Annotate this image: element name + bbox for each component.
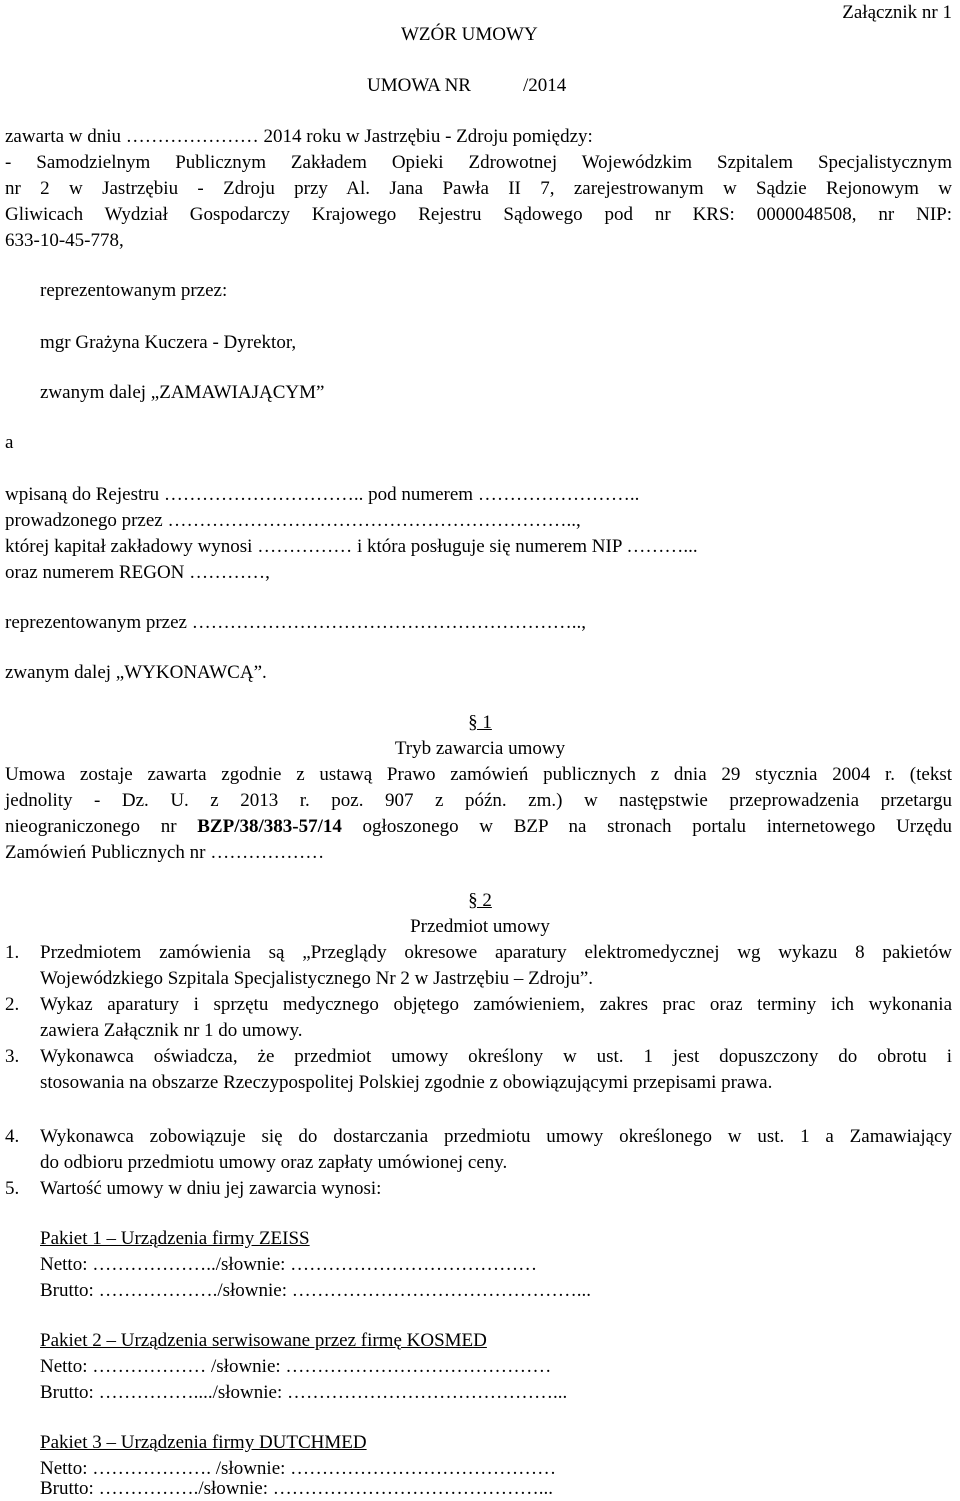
represented-label: reprezentowanym przez: <box>40 280 228 301</box>
party1-line: 633-10-45-778, <box>5 230 124 251</box>
package-brutto: Brutto: ……………..../słownie: ……………………………………... <box>40 1382 568 1403</box>
item-text: Wojewódzkiego Szpitala Specjalistycznego Nr 2 w Jastrzębiu – Zdroju”. <box>40 968 594 989</box>
section1-line: jednolity - Dz. U. z 2013 r. poz. 907 z późn. zm.) w następstwie przeprowadzenia przetargu <box>5 790 952 811</box>
package-brutto: Brutto: ………………./słownie: ………………………………………... <box>40 1280 591 1301</box>
section2-title: Przedmiot umowy <box>410 916 550 937</box>
item-number: 4. <box>5 1126 20 1147</box>
section2-mark <box>0 890 960 913</box>
section1-mark <box>0 712 960 735</box>
contractor-line: prowadzonego przez ……………………………………………………….., <box>5 510 581 531</box>
contract-intro: zawarta w dniu ………………… 2014 roku w Jastrzębiu - Zdroju pomiędzy: <box>5 126 593 147</box>
party1-line: Gliwicach Wydział Gospodarczy Krajowego Rejestru Sądowego pod nr KRS: 0000048508, nr NIP: <box>5 204 952 225</box>
contractor-line: wpisaną do Rejestru ………………………….. pod numerem …………………….. <box>5 484 640 505</box>
section1-title: Tryb zawarcia umowy <box>394 738 566 759</box>
section-mark: § 2 <box>468 890 492 911</box>
package-netto: Netto: ………………../słownie: ………………………………… <box>40 1254 538 1275</box>
package-netto: Netto: ……………… /słownie: …………………………………… <box>40 1356 552 1377</box>
attachment-label: Załącznik nr 1 <box>842 2 952 23</box>
section-mark: § 1 <box>468 712 492 733</box>
package-title <box>40 1330 952 1353</box>
party1-line: - Samodzielnym Publicznym Zakładem Opieki Zdrowotnej Wojewódzkim Szpitalem Specjalistycznym <box>5 152 952 173</box>
contractor-line: oraz numerem REGON …………, <box>5 562 270 583</box>
item-text: Przedmiotem zamówienia są „Przeglądy okresowe aparatury elektromedycznej wg wykazu 8 pakietów <box>40 942 952 963</box>
item-number: 5. <box>5 1178 20 1199</box>
section1-line: Zamówień Publicznych nr ……………… <box>5 842 325 863</box>
item-text: Wartość umowy w dniu jej zawarcia wynosi: <box>40 1178 382 1199</box>
representative: mgr Grażyna Kuczera - Dyrektor, <box>40 332 297 353</box>
item-number: 2. <box>5 994 20 1015</box>
tender-number: BZP/38/383-57/14 <box>197 816 342 837</box>
item-text: zawiera Załącznik nr 1 do umowy. <box>40 1020 303 1041</box>
text-span: ogłoszonego w BZP na stronach portalu internetowego Urzędu <box>341 816 952 837</box>
item-number: 3. <box>5 1046 20 1067</box>
package-netto: Netto: ………………. /słownie: …………………………………… <box>40 1458 557 1479</box>
item-text: stosowania na obszarze Rzeczypospolitej Polskiej zgodnie z obowiązującymi przepisami prawa. <box>40 1072 773 1093</box>
item-text: Wykaz aparatury i sprzętu medycznego objętego zamówieniem, zakres prac oraz terminy ich wykonania <box>40 994 952 1015</box>
contractor-represented: reprezentowanym przez …………………………………………………….., <box>5 612 586 633</box>
contract-number <box>367 75 566 98</box>
contractor-designation: zwanym dalej „WYKONAWCĄ”. <box>5 662 267 683</box>
item-text: do odbioru przedmiotu umowy oraz zapłaty umówionej ceny. <box>40 1152 508 1173</box>
party1-line: nr 2 w Jastrzębiu - Zdroju przy Al. Jana Pawła II 7, zarejestrowanym w Sądzie Rejonowym w <box>5 178 952 199</box>
contract-number-year: /2014 <box>522 75 567 96</box>
contractor-line: której kapitał zakładowy wynosi …………… i która posługuje się numerem NIP ………... <box>5 536 698 557</box>
document-title: WZÓR UMOWY <box>401 24 538 45</box>
contract-number-label: UMOWA NR <box>367 75 471 96</box>
orderer-designation: zwanym dalej „ZAMAWIAJĄCYM” <box>40 382 325 403</box>
item-text: Wykonawca zobowiązuje się do dostarczania przedmiotu umowy określonego w ust. 1 a Zamawiający <box>40 1126 952 1147</box>
package-title <box>40 1228 952 1251</box>
package-title <box>40 1432 952 1455</box>
package-title-text: Pakiet 3 – Urządzenia firmy DUTCHMED <box>40 1432 367 1453</box>
package-title-text: Pakiet 1 – Urządzenia firmy ZEISS <box>40 1228 310 1249</box>
package-title-text: Pakiet 2 – Urządzenia serwisowane przez firmę KOSMED <box>40 1330 487 1351</box>
item-text: Wykonawca oświadcza, że przedmiot umowy określony w ust. 1 jest dopuszczony do obrotu i <box>40 1046 952 1067</box>
section1-line <box>5 816 952 839</box>
section1-line: Umowa zostaje zawarta zgodnie z ustawą Prawo zamówień publicznych z dnia 29 stycznia 2004 r. (tekst <box>5 764 952 785</box>
text-span: nieograniczonego nr <box>5 816 198 837</box>
item-number: 1. <box>5 942 20 963</box>
and-conjunction: a <box>5 432 14 453</box>
package-brutto: Brutto: ……………./słownie: ……………………………………... <box>40 1478 553 1499</box>
